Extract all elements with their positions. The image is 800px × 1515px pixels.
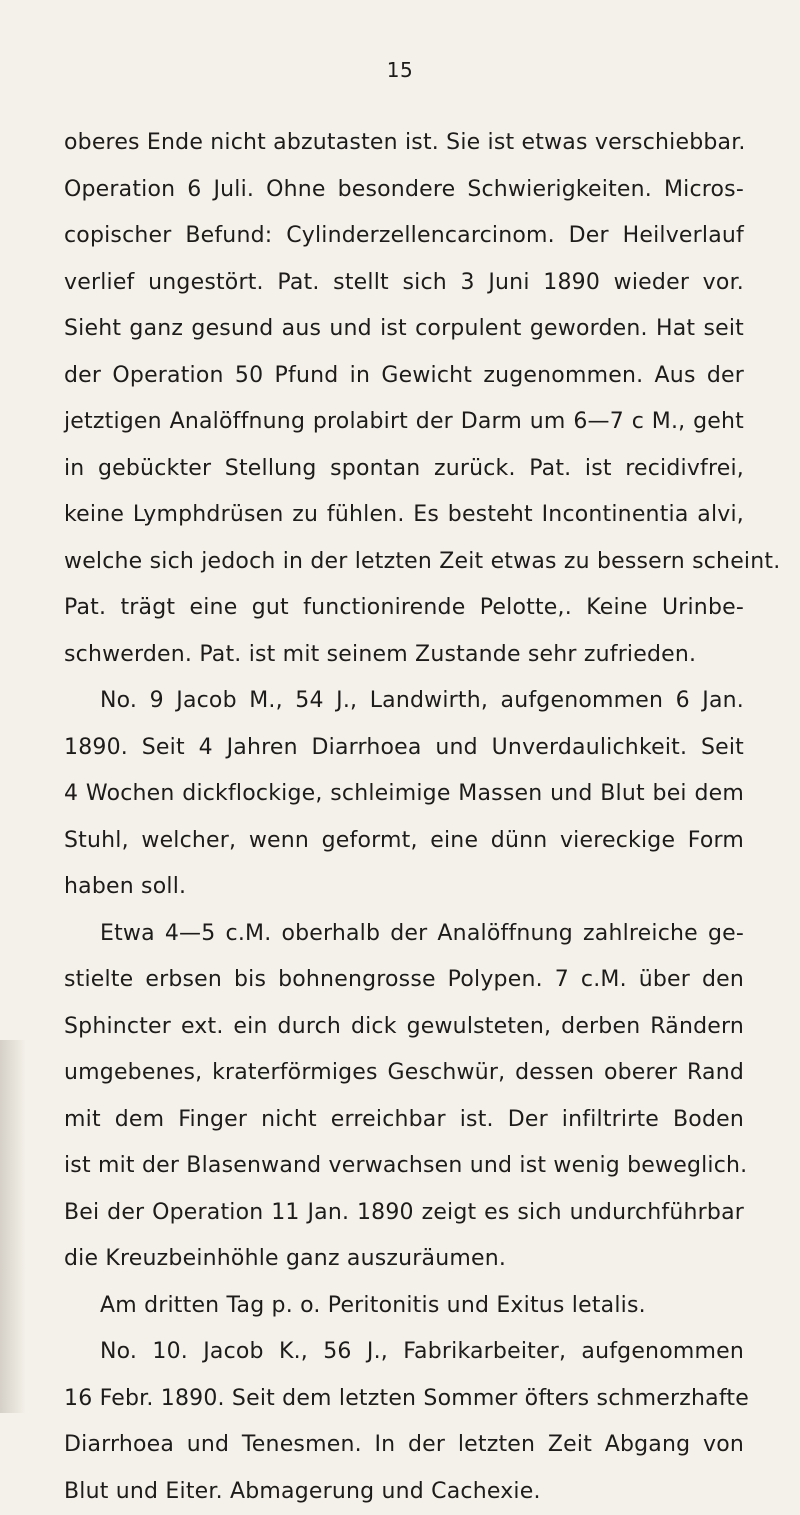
text-line: schwerden. Pat. ist mit seinem Zustande sehr zufrieden. [64,632,744,679]
body-text [64,120,744,1515]
text-line: Operation 6 Juli. Ohne besondere Schwierigkeiten. Micros- [64,167,744,214]
text-line: 1890. Seit 4 Jahren Diarrhoea und Unverdaulichkeit. Seit [64,725,744,772]
text-line: oberes Ende nicht abzutasten ist. Sie ist etwas verschiebbar. [64,120,744,167]
text-line: mit dem Finger nicht erreichbar ist. Der infiltrirte Boden [64,1097,744,1144]
text-line: welche sich jedoch in der letzten Zeit etwas zu bessern scheint. [64,539,744,586]
text-line: keine Lymphdrüsen zu fühlen. Es besteht Incontinentia alvi, [64,492,744,539]
text-line: Etwa 4—5 c.M. oberhalb der Analöffnung zahlreiche ge- [64,911,744,958]
text-line: No. 10. Jacob K., 56 J., Fabrikarbeiter, aufgenommen [64,1329,744,1376]
text-line: copischer Befund: Cylinderzellencarcinom. Der Heilverlauf [64,213,744,260]
text-line: Blut und Eiter. Abmagerung und Cachexie. [64,1469,744,1515]
text-line: 16 Febr. 1890. Seit dem letzten Sommer öfters schmerzhafte [64,1376,744,1423]
text-line: stielte erbsen bis bohnengrosse Polypen. 7 c.M. über den [64,957,744,1004]
text-line: Bei der Operation 11 Jan. 1890 zeigt es sich undurchführbar [64,1190,744,1237]
text-line: verlief ungestört. Pat. stellt sich 3 Juni 1890 wieder vor. [64,260,744,307]
text-line: Pat. trägt eine gut functionirende Pelotte,. Keine Urinbe- [64,585,744,632]
text-line: Diarrhoea und Tenesmen. In der letzten Zeit Abgang von [64,1422,744,1469]
page-number: 15 [0,58,800,82]
text-line: Sieht ganz gesund aus und ist corpulent geworden. Hat seit [64,306,744,353]
text-line: der Operation 50 Pfund in Gewicht zugenommen. Aus der [64,353,744,400]
text-line: die Kreuzbeinhöhle ganz auszuräumen. [64,1236,744,1283]
text-line: Am dritten Tag p. o. Peritonitis und Exitus letalis. [64,1283,744,1330]
page-edge-shadow [0,1040,26,1413]
text-line: 4 Wochen dickflockige, schleimige Massen und Blut bei dem [64,771,744,818]
text-line: haben soll. [64,864,744,911]
text-line: ist mit der Blasenwand verwachsen und ist wenig beweglich. [64,1143,744,1190]
text-line: in gebückter Stellung spontan zurück. Pat. ist recidivfrei, [64,446,744,493]
text-line: jetztigen Analöffnung prolabirt der Darm um 6—7 c M., geht [64,399,744,446]
text-line: Stuhl, welcher, wenn geformt, eine dünn viereckige Form [64,818,744,865]
text-line: Sphincter ext. ein durch dick gewulsteten, derben Rändern [64,1004,744,1051]
text-line: No. 9 Jacob M., 54 J., Landwirth, aufgenommen 6 Jan. [64,678,744,725]
text-line: umgebenes, kraterförmiges Geschwür, dessen oberer Rand [64,1050,744,1097]
